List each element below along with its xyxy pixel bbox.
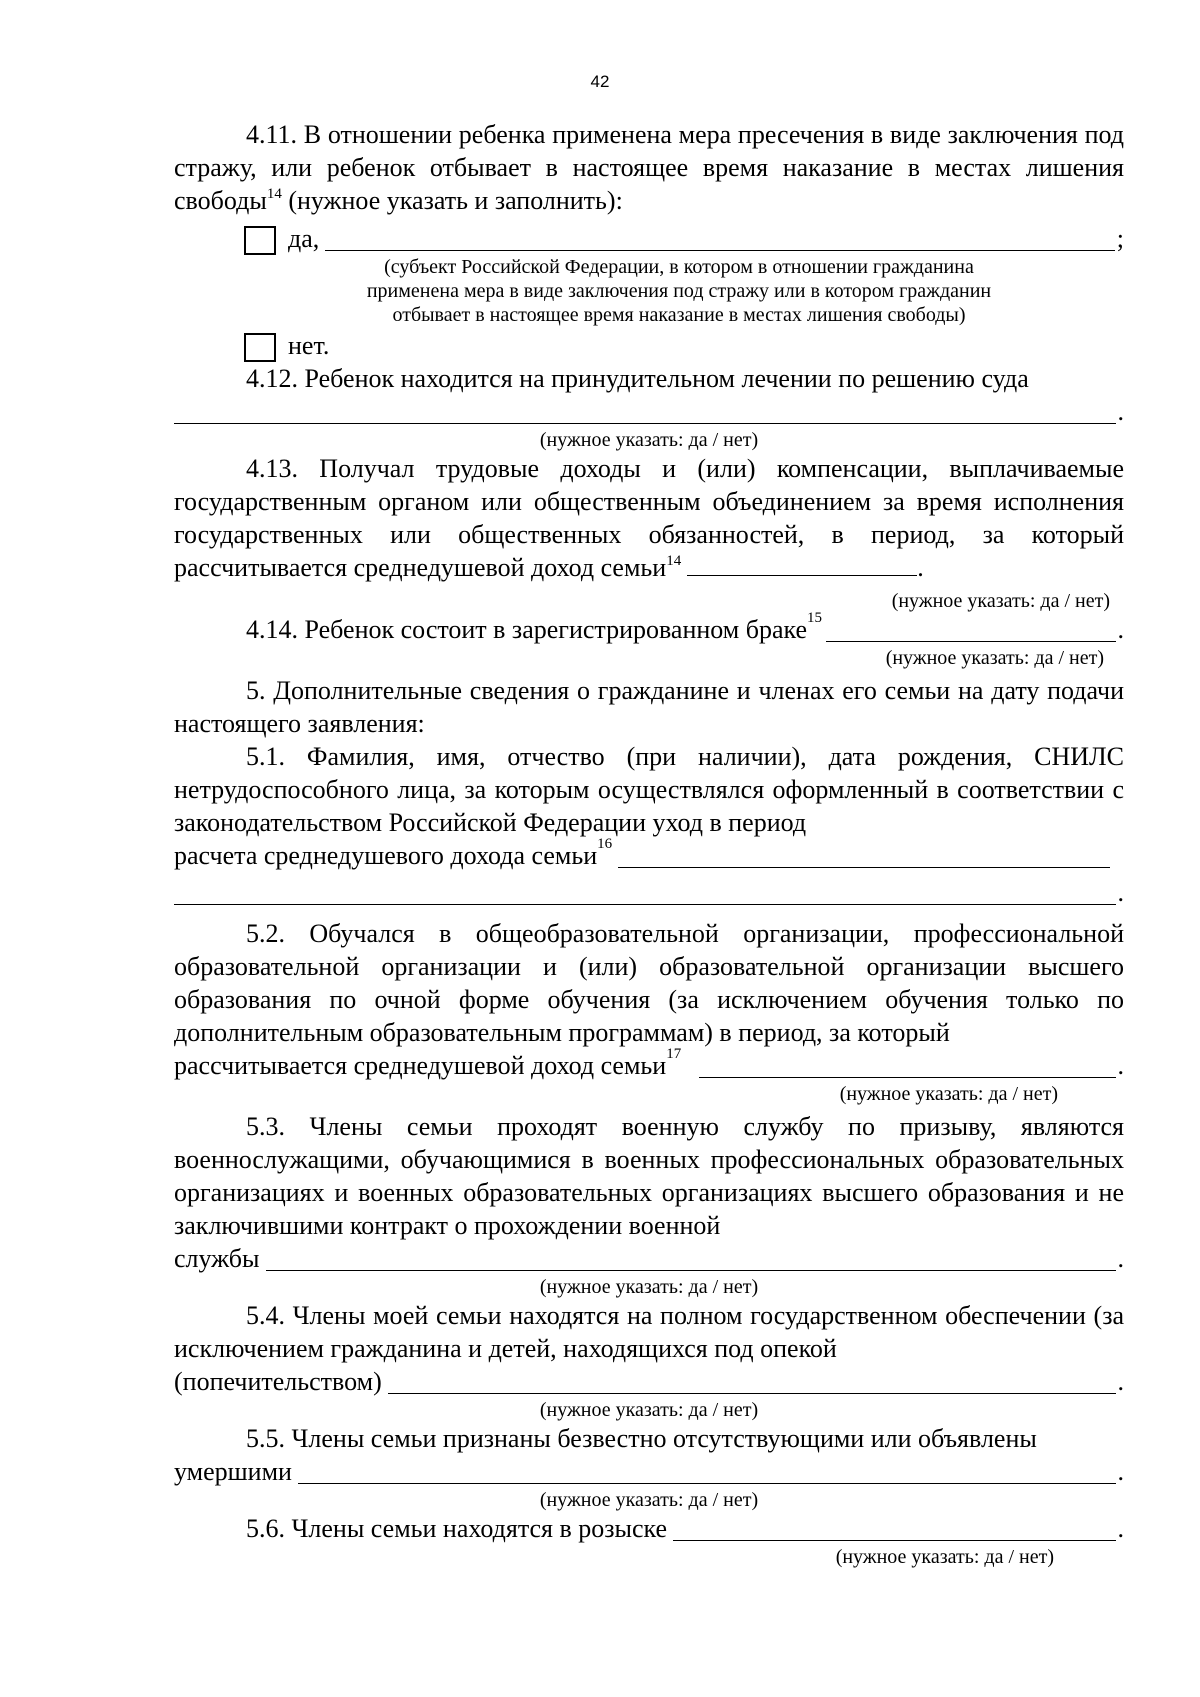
line-end-period: . [917,553,924,582]
section-5-6 [174,1512,1124,1569]
region-note-line-1: (субъект Российской Федерации, в котором в отношении гражданина [384,256,974,278]
section-4-12-text: 4.12. Ребенок находится на принудительном лечении по решению суда [246,364,1029,393]
section-5-2-note: (нужное указать: да / нет) [839,1083,1058,1105]
no-checkbox[interactable] [244,333,276,362]
option-yes-row [174,222,1124,255]
document-body [174,118,1124,1569]
section-5-1 [174,740,1124,909]
option-no-row [174,329,1124,362]
section-5-text: 5. Дополнительные сведения о гражданине и членах его семьи на дату подачи настоящего заявления: [174,676,1124,738]
section-5-5 [174,1422,1124,1512]
section-5-5-note: (нужное указать: да / нет) [539,1489,759,1511]
section-5-1-text-last: расчета среднедушевого дохода семьи [174,841,598,870]
line-end-period: . [1117,1244,1124,1273]
line-end-period: . [1117,1457,1124,1486]
section-5-1-text: 5.1. Фамилия, имя, отчество (при наличии), дата рождения, СНИЛС нетрудоспособного лица, за которым осуществлялся оформленный в соответствии с законодательством Российской Федерации уход в период [174,742,1124,837]
section-5-4-text-last: (попечительством) [174,1367,382,1396]
section-5-2-text-last: рассчитывается среднедушевой доход семьи [174,1051,667,1080]
region-note-line-2: применена мера в виде заключения под стражу или в котором гражданин [366,280,992,302]
section-5-5-input-line[interactable] [298,1459,1116,1484]
yes-label: да, [288,224,320,253]
section-4-14-input-line[interactable] [826,617,1115,642]
section-4-12-note: (нужное указать: да / нет) [539,429,759,451]
section-5-4-text: 5.4. Члены моей семьи находятся на полном государственном обеспечении (за исключением гражданина и детей, находящихся под опекой [174,1301,1124,1363]
region-note-line-3: отбывает в настоящее время наказание в местах лишения свободы) [392,304,966,326]
section-5-3-text: 5.3. Члены семьи проходят военную службу по призыву, являются военнослужащими, обучающимися в военных профессиональных образовательных организациях и военных образовательных организациях высшего образования и не заключившими контракт о прохождении военной [174,1112,1124,1240]
line-end-period: . [1117,1514,1124,1543]
section-5-4 [174,1299,1124,1422]
page-number: 42 [590,72,610,91]
section-5-2 [174,917,1124,1106]
no-label: нет. [288,331,330,360]
section-5-6-input-line[interactable] [673,1516,1115,1541]
section-4-12 [174,362,1124,452]
section-4-14-text: 4.14. Ребенок состоит в зарегистрированном браке [246,615,808,644]
section-5-6-text: 5.6. Члены семьи находятся в розыске [246,1514,668,1543]
yes-checkbox[interactable] [244,226,276,255]
footnote-ref: 15 [807,610,823,626]
section-5-1-input-line-1[interactable] [618,843,1110,868]
line-end-period: . [1117,397,1124,426]
line-end-period: . [1117,1051,1124,1080]
section-4-11-text: 4.11. В отношении ребенка применена мера пресечения в виде заключения под стражу, или ребенок отбывает в настоящее время наказание в местах лишения свободы [174,120,1124,215]
section-5-5-text-last: умершими [174,1457,292,1486]
footnote-ref: 17 [666,1046,682,1062]
section-5-5-text: 5.5. Члены семьи признаны безвестно отсутствующими или объявлены [246,1424,1037,1453]
section-4-14-note: (нужное указать: да / нет) [885,647,1104,669]
footnote-ref: 14 [266,186,282,202]
section-4-12-answer-row [174,395,1124,428]
section-5-4-note: (нужное указать: да / нет) [539,1399,759,1421]
region-input-line[interactable] [325,226,1114,251]
section-4-12-input-line[interactable] [174,399,1116,424]
section-5-4-input-line[interactable] [388,1369,1116,1394]
footnote-ref: 14 [666,553,682,569]
footnote-ref: 16 [597,836,613,852]
section-4-11-instruction: (нужное указать и заполнить): [281,186,623,215]
section-5-6-note: (нужное указать: да / нет) [835,1546,1054,1568]
section-4-13 [174,452,1124,613]
line-end-period: . [1117,878,1124,907]
section-4-11 [174,118,1124,362]
section-5-1-input-line-2[interactable] [174,880,1116,905]
line-end-semicolon: ; [1116,224,1124,253]
section-5-3 [174,1110,1124,1299]
line-end-period: . [1117,1367,1124,1396]
section-4-13-text: 4.13. Получал трудовые доходы и (или) компенсации, выплачиваемые государственным органом или общественным объединением за время исполнения государственных или общественных обязанностей, в период, за который рассчитывается среднедушевой доход семьи [174,454,1124,582]
section-4-14 [174,610,1124,670]
section-5-2-input-line[interactable] [699,1053,1115,1078]
section-4-13-note: (нужное указать: да / нет) [891,590,1110,612]
section-5-2-text: 5.2. Обучался в общеобразовательной организации, профессиональной образовательной организации и (или) образовательной организации высшего образования по очной форме обучения (за исключением обучения только по дополнительным образовательным программам) в период, за который [174,919,1124,1047]
section-4-13-input-line[interactable] [687,553,917,576]
section-5-3-input-line[interactable] [266,1246,1116,1271]
line-end-period: . [1117,615,1124,644]
section-5-3-text-last: службы [174,1244,260,1273]
section-5-3-note: (нужное указать: да / нет) [539,1276,759,1298]
region-note [174,255,1124,327]
